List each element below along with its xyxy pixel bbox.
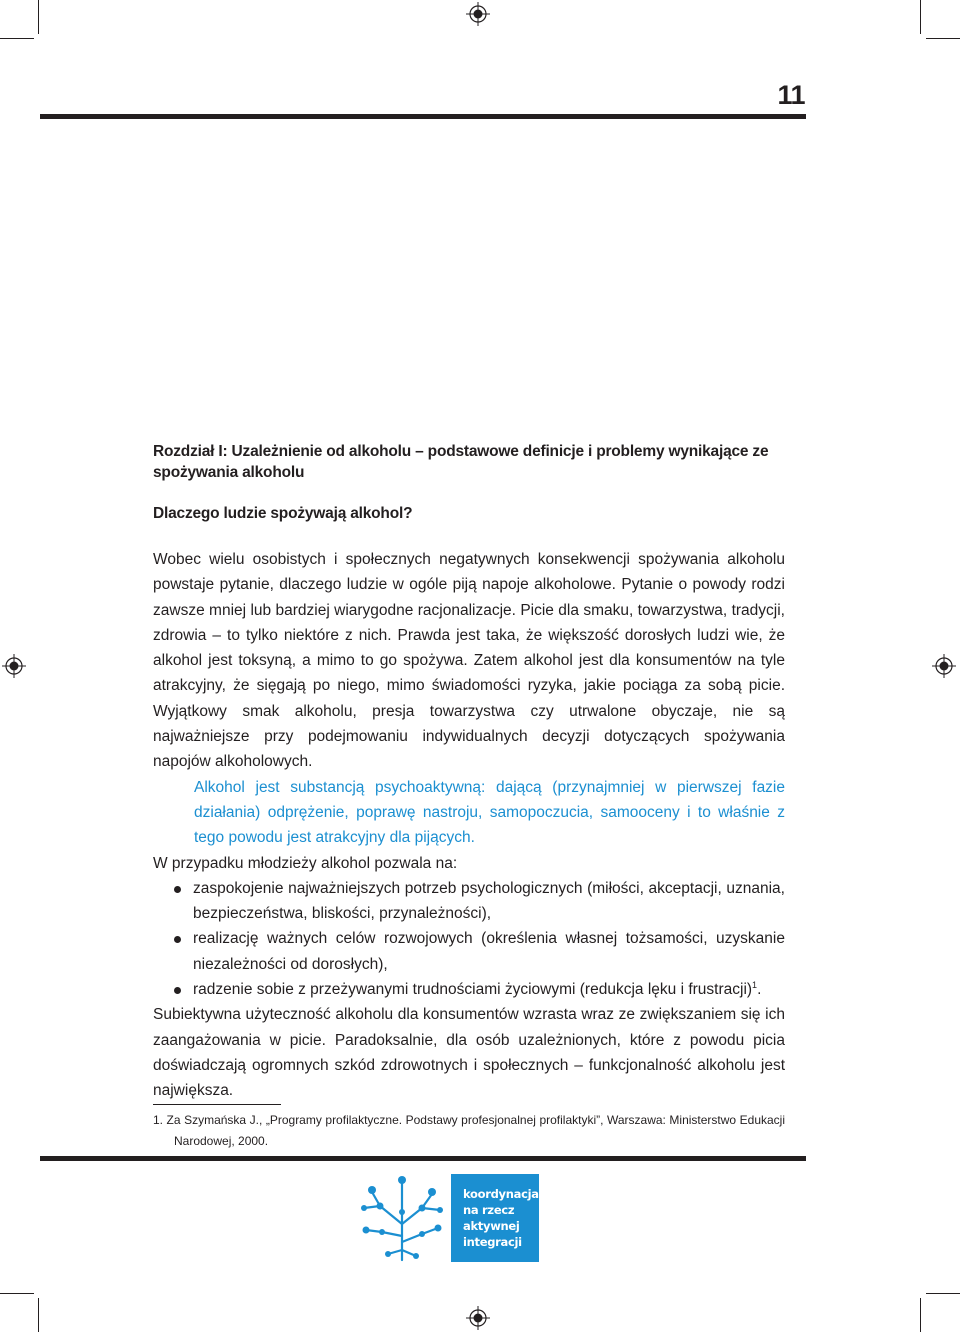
bullet-icon [174,936,181,943]
bullet-icon [174,987,181,994]
logo-line: integracji [463,1235,522,1249]
closing-paragraph: Subiektywna użyteczność alkoholu dla konsumentów wzrasta wraz ze zwiększaniem się ich zaangażowania w picie. Paradoksalnie, dla osób uzależnionych, które z powodu picia doświadczają ogromnych szkód zdrowotnych i społecznych – funkcjonalność alkoholu jest największa. [153,1006,785,1100]
crop-mark [0,1293,34,1294]
crop-mark [38,0,39,34]
logo-line: koordynacja [463,1187,539,1201]
list-item [153,926,785,977]
chapter-title: Rozdział I: Uzależnienie od alkoholu – podstawowe definicje i problemy wynikające ze spożywania alkoholu [153,443,769,481]
footnote-ref[interactable]: 1 [752,979,758,990]
crop-mark [38,1298,39,1332]
network-tree-logo-icon [356,1172,448,1264]
list-item-text: radzenie sobie z przeżywanymi trudnościami życiowymi (redukcja lęku i frustracji) [193,981,753,999]
crop-mark [926,38,960,39]
registration-mark-icon [466,1306,490,1330]
crop-mark [0,38,34,39]
list-item-text: realizację ważnych celów rozwojowych (określenia własnej tożsamości, uzyskanie niezależności od dorosłych), [193,930,785,973]
footer-rule [40,1156,806,1161]
main-content [153,441,785,1104]
intro-paragraph: Wobec wielu osobistych i społecznych negatywnych konsekwencji spożywania alkoholu powstaje pytanie, dlaczego ludzie w ogóle piją napoje alkoholowe. Pytanie o powody rodzi zawsze mniej lub bardziej wiarygodne racjonalizacje. Picie dla smaku, towarzystwa, tradycji, zdrowia – to tylko niektóre z nich. Prawda jest taka, że większość dorosłych ludzi wie, że alkohol jest toksyną, a mimo to go spożywa. Zatem alkohol jest dla konsumentów na tyle atrakcyjny, że sięgają po niego, mimo świadomości ryzyka, jakie pociąga za sobą picie. Wyjątkowy smak alkoholu, presja towarzystwa czy utrwalone obyczaje, nie są najważniejsze przy podejmowaniu indywidualnych decyzji dotyczących spożywania napojów alkoholowych. [153,551,785,771]
logo-line: na rzecz [463,1203,515,1217]
crop-mark [920,1298,921,1332]
logo-line: aktywnej [463,1219,520,1233]
crop-mark [920,0,921,34]
logo-text [463,1186,539,1250]
header-rule [40,114,806,119]
footnote [153,1110,785,1152]
list-item [153,876,785,927]
bullet-icon [174,886,181,893]
bullet-list [153,876,785,1002]
registration-mark-icon [466,2,490,26]
crop-mark [926,1293,960,1294]
page-number: 11 [777,80,805,110]
footnote-text: 1. Za Szymańska J., „Programy profilaktyczne. Podstawy profesjonalnej profilaktyki”, Warszawa: Ministerstwo Edukacji Narodowej, 2000. [153,1113,785,1148]
section-title: Dlaczego ludzie spożywają alkohol? [153,505,413,522]
registration-mark-icon [932,654,956,678]
list-item-text: zaspokojenie najważniejszych potrzeb psychologicznych (miłości, akceptacji, uznania, bezpieczeństwa, bliskości, przynależności), [193,879,785,923]
registration-mark-icon [2,654,26,678]
logo-box [451,1174,539,1262]
youth-intro: W przypadku młodzieży alkohol pozwala na: [153,854,458,872]
list-item-end: . [757,981,762,999]
list-item [153,977,785,1002]
footnote-rule [153,1104,281,1105]
highlight-paragraph: Alkohol jest substancją psychoaktywną: dającą (przynajmniej w pierwszej fazie działania) odprężenie, poprawę nastroju, samopoczucia, samooceny i to właśnie z tego powodu jest atrakcyjny dla pijących. [194,778,785,847]
